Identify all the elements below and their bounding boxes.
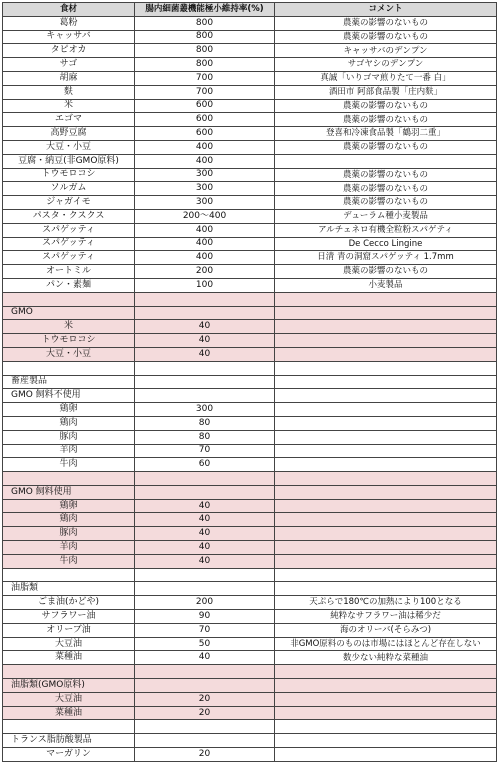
table-row — [3, 44, 497, 58]
rate-value-cell: 80 — [135, 430, 275, 444]
rate-value-cell: 700 — [135, 71, 275, 85]
rate-value-cell: 40 — [135, 651, 275, 665]
comment-cell: 日清 青の洞窟スパゲッティ 1.7mm — [275, 251, 497, 265]
header-rate: 腸内細菌叢機能極小維持率(%) — [135, 3, 275, 17]
comment-cell: 農薬の影響のないもの — [275, 168, 497, 182]
table-row — [3, 748, 497, 762]
rate-value-cell — [135, 485, 275, 499]
table-row — [3, 306, 497, 320]
rate-value-cell: 90 — [135, 610, 275, 624]
comment-cell — [275, 554, 497, 568]
header-row — [3, 3, 497, 17]
table-row — [3, 513, 497, 527]
table-row — [3, 182, 497, 196]
food-name-cell: ごま油(かどや) — [3, 596, 135, 610]
table-row — [3, 623, 497, 637]
comment-cell: 非GMO原料のものは市場にはほとんど存在しない — [275, 637, 497, 651]
food-name-cell: キャッサバ — [3, 30, 135, 44]
table-body — [3, 16, 497, 761]
table-row — [3, 375, 497, 389]
comment-cell — [275, 416, 497, 430]
comment-cell — [275, 347, 497, 361]
rate-value-cell — [135, 361, 275, 375]
table-row — [3, 665, 497, 679]
table-row — [3, 720, 497, 734]
food-table-container — [2, 2, 496, 762]
rate-value-cell — [135, 679, 275, 693]
table-row — [3, 16, 497, 30]
table-row — [3, 596, 497, 610]
rate-value-cell: 400 — [135, 223, 275, 237]
rate-value-cell: 40 — [135, 541, 275, 555]
comment-cell: キャッサバのデンプン — [275, 44, 497, 58]
rate-value-cell: 100 — [135, 278, 275, 292]
comment-cell: 農薬の影響のないもの — [275, 99, 497, 113]
food-name-cell: スパゲッティ — [3, 223, 135, 237]
rate-value-cell — [135, 720, 275, 734]
table-row — [3, 554, 497, 568]
food-name-cell — [3, 292, 135, 306]
comment-cell: De Cecco Lingine — [275, 237, 497, 251]
comment-cell — [275, 499, 497, 513]
table-row — [3, 610, 497, 624]
table-row — [3, 499, 497, 513]
table-row — [3, 485, 497, 499]
comment-cell — [275, 748, 497, 762]
comment-cell — [275, 444, 497, 458]
comment-cell — [275, 513, 497, 527]
comment-cell: 海のオリーバ(そらみつ) — [275, 623, 497, 637]
food-name-cell — [3, 568, 135, 582]
comment-cell — [275, 541, 497, 555]
rate-value-cell — [135, 665, 275, 679]
table-row — [3, 127, 497, 141]
table-row — [3, 734, 497, 748]
food-name-cell: オートミル — [3, 265, 135, 279]
table-row — [3, 85, 497, 99]
rate-value-cell: 400 — [135, 251, 275, 265]
food-name-cell: タピオカ — [3, 44, 135, 58]
comment-cell: 農薬の影響のないもの — [275, 196, 497, 210]
table-row — [3, 692, 497, 706]
food-name-cell: 大豆・小豆 — [3, 140, 135, 154]
food-name-cell — [3, 720, 135, 734]
rate-value-cell: 70 — [135, 444, 275, 458]
food-name-cell: 鶏卵 — [3, 499, 135, 513]
table-row — [3, 278, 497, 292]
rate-value-cell: 20 — [135, 748, 275, 762]
comment-cell — [275, 485, 497, 499]
food-name-cell: マーガリン — [3, 748, 135, 762]
comment-cell — [275, 706, 497, 720]
comment-cell: アルチェネロ有機全粒粉スパゲティ — [275, 223, 497, 237]
rate-value-cell: 300 — [135, 168, 275, 182]
rate-value-cell: 70 — [135, 623, 275, 637]
rate-value-cell: 20 — [135, 692, 275, 706]
table-row — [3, 472, 497, 486]
food-name-cell: 葛粉 — [3, 16, 135, 30]
food-name-cell: 高野豆腐 — [3, 127, 135, 141]
rate-value-cell: 300 — [135, 182, 275, 196]
table-row — [3, 292, 497, 306]
table-row — [3, 223, 497, 237]
food-name-cell: GMO 飼料使用 — [3, 485, 135, 499]
food-name-cell: 菜種油 — [3, 651, 135, 665]
comment-cell — [275, 334, 497, 348]
table-row — [3, 430, 497, 444]
food-name-cell: 鶏肉 — [3, 416, 135, 430]
food-name-cell: 油脂類 — [3, 582, 135, 596]
comment-cell: 天ぷらで180℃の加熱により100となる — [275, 596, 497, 610]
food-name-cell: トウモロコシ — [3, 168, 135, 182]
food-name-cell: 大豆油 — [3, 637, 135, 651]
rate-value-cell: 40 — [135, 527, 275, 541]
table-row — [3, 209, 497, 223]
rate-value-cell — [135, 734, 275, 748]
table-row — [3, 320, 497, 334]
rate-value-cell: 50 — [135, 637, 275, 651]
rate-value-cell: 200 — [135, 265, 275, 279]
food-name-cell: 鶏肉 — [3, 513, 135, 527]
food-name-cell: オリーブ油 — [3, 623, 135, 637]
comment-cell: 真誠「いりゴマ煎りたて一番 白」 — [275, 71, 497, 85]
food-name-cell: トランス脂肪酸製品 — [3, 734, 135, 748]
rate-value-cell: 20 — [135, 706, 275, 720]
rate-value-cell: 60 — [135, 458, 275, 472]
rate-value-cell: 800 — [135, 58, 275, 72]
table-row — [3, 347, 497, 361]
comment-cell — [275, 568, 497, 582]
comment-cell — [275, 582, 497, 596]
food-name-cell: 油脂類(GMO原料) — [3, 679, 135, 693]
comment-cell: サゴヤシのデンプン — [275, 58, 497, 72]
rate-value-cell: 600 — [135, 127, 275, 141]
food-name-cell: スパゲッティ — [3, 251, 135, 265]
food-name-cell: 牛肉 — [3, 458, 135, 472]
food-name-cell: スパゲッティ — [3, 237, 135, 251]
food-name-cell: 牛肉 — [3, 554, 135, 568]
rate-value-cell: 800 — [135, 30, 275, 44]
food-name-cell: GMO — [3, 306, 135, 320]
comment-cell: 小麦製品 — [275, 278, 497, 292]
table-row — [3, 637, 497, 651]
table-row — [3, 251, 497, 265]
comment-cell — [275, 472, 497, 486]
comment-cell: 登喜和冷凍食品製「鶴羽二重」 — [275, 127, 497, 141]
comment-cell — [275, 458, 497, 472]
comment-cell — [275, 154, 497, 168]
food-name-cell: 畜産製品 — [3, 375, 135, 389]
rate-value-cell: 40 — [135, 499, 275, 513]
table-row — [3, 582, 497, 596]
food-name-cell: トウモロコシ — [3, 334, 135, 348]
table-row — [3, 389, 497, 403]
rate-value-cell: 80 — [135, 416, 275, 430]
comment-cell: 農薬の影響のないもの — [275, 140, 497, 154]
food-name-cell — [3, 665, 135, 679]
table-row — [3, 651, 497, 665]
table-row — [3, 154, 497, 168]
comment-cell — [275, 734, 497, 748]
comment-cell: 酒田市 阿部食品製「庄内麩」 — [275, 85, 497, 99]
table-row — [3, 403, 497, 417]
comment-cell — [275, 320, 497, 334]
comment-cell: 農薬の影響のないもの — [275, 265, 497, 279]
food-name-cell: サフラワー油 — [3, 610, 135, 624]
rate-value-cell: 600 — [135, 113, 275, 127]
rate-value-cell: 40 — [135, 347, 275, 361]
comment-cell — [275, 665, 497, 679]
table-row — [3, 334, 497, 348]
table-row — [3, 416, 497, 430]
food-name-cell: パスタ・クスクス — [3, 209, 135, 223]
comment-cell — [275, 403, 497, 417]
table-row — [3, 679, 497, 693]
food-name-cell: 麩 — [3, 85, 135, 99]
comment-cell — [275, 720, 497, 734]
food-name-cell — [3, 472, 135, 486]
rate-value-cell: 400 — [135, 140, 275, 154]
table-row — [3, 58, 497, 72]
rate-value-cell: 400 — [135, 154, 275, 168]
rate-value-cell — [135, 375, 275, 389]
table-row — [3, 71, 497, 85]
food-name-cell: 胡麻 — [3, 71, 135, 85]
table-row — [3, 99, 497, 113]
table-row — [3, 361, 497, 375]
comment-cell: 農薬の影響のないもの — [275, 113, 497, 127]
food-name-cell: 羊肉 — [3, 541, 135, 555]
header-comment: コメント — [275, 3, 497, 17]
food-name-cell: 米 — [3, 99, 135, 113]
comment-cell — [275, 292, 497, 306]
food-name-cell: 大豆・小豆 — [3, 347, 135, 361]
rate-value-cell — [135, 472, 275, 486]
table-row — [3, 30, 497, 44]
table-row — [3, 541, 497, 555]
table-row — [3, 706, 497, 720]
rate-value-cell — [135, 582, 275, 596]
rate-value-cell — [135, 389, 275, 403]
comment-cell — [275, 430, 497, 444]
rate-value-cell — [135, 292, 275, 306]
rate-value-cell: 800 — [135, 44, 275, 58]
comment-cell: デューラム種小麦製品 — [275, 209, 497, 223]
food-name-cell: パン・素麺 — [3, 278, 135, 292]
rate-value-cell: 200～400 — [135, 209, 275, 223]
comment-cell — [275, 375, 497, 389]
comment-cell — [275, 361, 497, 375]
rate-value-cell: 200 — [135, 596, 275, 610]
rate-value-cell: 400 — [135, 237, 275, 251]
comment-cell — [275, 679, 497, 693]
table-row — [3, 113, 497, 127]
table-row — [3, 140, 497, 154]
rate-value-cell: 800 — [135, 16, 275, 30]
comment-cell: 数少ない純粋な菜種油 — [275, 651, 497, 665]
rate-value-cell: 40 — [135, 513, 275, 527]
rate-value-cell: 600 — [135, 99, 275, 113]
table-row — [3, 196, 497, 210]
table-row — [3, 444, 497, 458]
rate-value-cell — [135, 306, 275, 320]
comment-cell — [275, 389, 497, 403]
rate-value-cell: 700 — [135, 85, 275, 99]
comment-cell — [275, 306, 497, 320]
food-name-cell: 米 — [3, 320, 135, 334]
food-name-cell: GMO 飼料不使用 — [3, 389, 135, 403]
food-name-cell — [3, 361, 135, 375]
food-name-cell: 豆腐・納豆(非GMO原料) — [3, 154, 135, 168]
food-name-cell: 菜種油 — [3, 706, 135, 720]
rate-value-cell: 40 — [135, 554, 275, 568]
table-row — [3, 568, 497, 582]
food-name-cell: 豚肉 — [3, 430, 135, 444]
comment-cell: 農薬の影響のないもの — [275, 30, 497, 44]
rate-value-cell — [135, 568, 275, 582]
comment-cell: 農薬の影響のないもの — [275, 182, 497, 196]
food-name-cell: エゴマ — [3, 113, 135, 127]
comment-cell: 農薬の影響のないもの — [275, 16, 497, 30]
table-row — [3, 458, 497, 472]
rate-value-cell: 40 — [135, 320, 275, 334]
food-name-cell: サゴ — [3, 58, 135, 72]
food-name-cell: 豚肉 — [3, 527, 135, 541]
comment-cell — [275, 527, 497, 541]
header-food: 食材 — [3, 3, 135, 17]
food-name-cell: 鶏卵 — [3, 403, 135, 417]
rate-value-cell: 300 — [135, 196, 275, 210]
food-name-cell: 羊肉 — [3, 444, 135, 458]
comment-cell: 純粋なサフラワー油は稀少だ — [275, 610, 497, 624]
food-name-cell: 大豆油 — [3, 692, 135, 706]
food-table — [2, 2, 497, 762]
table-row — [3, 265, 497, 279]
rate-value-cell: 300 — [135, 403, 275, 417]
comment-cell — [275, 692, 497, 706]
table-row — [3, 168, 497, 182]
table-row — [3, 237, 497, 251]
food-name-cell: ジャガイモ — [3, 196, 135, 210]
food-name-cell: ソルガム — [3, 182, 135, 196]
rate-value-cell: 40 — [135, 334, 275, 348]
table-row — [3, 527, 497, 541]
